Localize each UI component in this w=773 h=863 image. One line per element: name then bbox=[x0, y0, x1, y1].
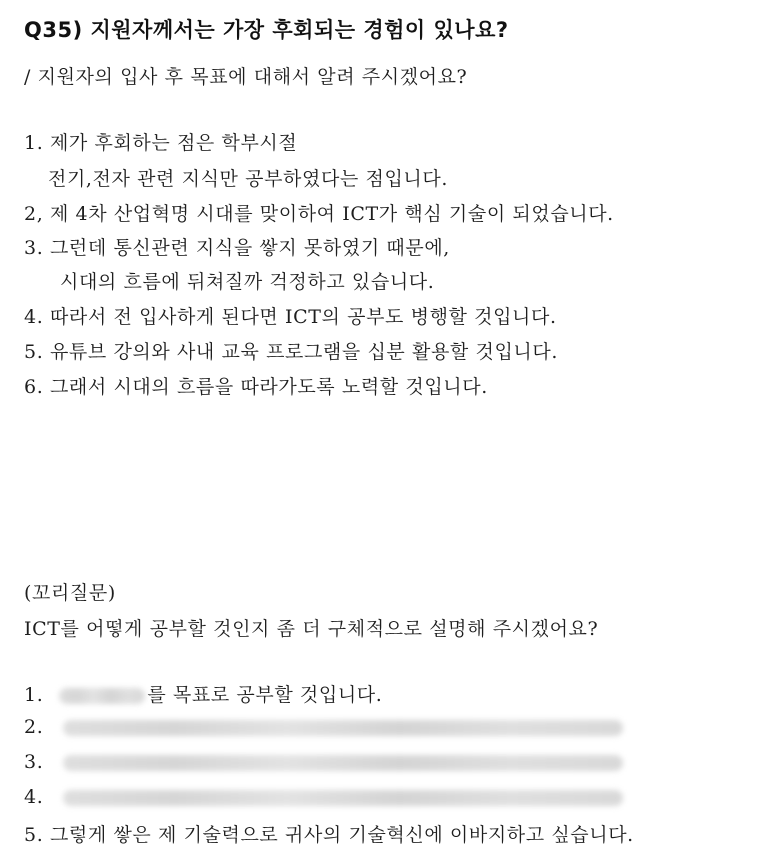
answer-line-1: 1. 제가 후회하는 점은 학부시절 bbox=[24, 132, 298, 154]
answer-line-2: 2, 제 4차 산업혁명 시대를 맞이하여 ICT가 핵심 기술이 되었습니다. bbox=[24, 203, 614, 225]
followup-label: (꼬리질문) bbox=[24, 582, 116, 604]
answer-line-4: 4. 따라서 전 입사하게 된다면 ICT의 공부도 병행할 것입니다. bbox=[24, 306, 557, 328]
followup-question: ICT를 어떻게 공부할 것인지 좀 더 구체적으로 설명해 주시겠어요? bbox=[24, 618, 599, 640]
followup-item-5: 5. 그렇게 쌓은 제 기술력으로 귀사의 기술혁신에 이바지하고 싶습니다. bbox=[24, 824, 634, 846]
followup-item-3-number: 3. bbox=[24, 751, 44, 773]
question-subtitle: / 지원자의 입사 후 목표에 대해서 알려 주시겠어요? bbox=[24, 66, 468, 88]
answer-line-1-cont: 전기,전자 관련 지식만 공부하였다는 점입니다. bbox=[48, 168, 448, 190]
followup-item-1-text: 를 목표로 공부할 것입니다. bbox=[147, 684, 383, 706]
answer-line-5: 5. 유튜브 강의와 사내 교육 프로그램을 십분 활용할 것입니다. bbox=[24, 341, 558, 363]
question-title: Q35) 지원자께서는 가장 후회되는 경험이 있나요? bbox=[24, 18, 509, 42]
followup-item-4-number: 4. bbox=[24, 786, 44, 808]
redacted-text-blur bbox=[63, 790, 623, 806]
followup-item-3 bbox=[24, 751, 623, 773]
followup-item-2 bbox=[24, 716, 623, 738]
redacted-text-blur bbox=[59, 688, 145, 704]
answer-line-3: 3. 그런데 통신관련 지식을 쌓지 못하였기 때문에, bbox=[24, 237, 450, 259]
answer-line-6: 6. 그래서 시대의 흐름을 따라가도록 노력할 것입니다. bbox=[24, 376, 488, 398]
redacted-text-blur bbox=[63, 720, 623, 736]
followup-item-4 bbox=[24, 786, 623, 808]
redacted-text-blur bbox=[63, 755, 623, 771]
followup-item-2-number: 2. bbox=[24, 716, 44, 738]
followup-item-1 bbox=[24, 680, 382, 707]
answer-line-3-cont: 시대의 흐름에 뒤쳐질까 걱정하고 있습니다. bbox=[60, 271, 435, 293]
followup-item-1-number: 1. bbox=[24, 684, 44, 706]
